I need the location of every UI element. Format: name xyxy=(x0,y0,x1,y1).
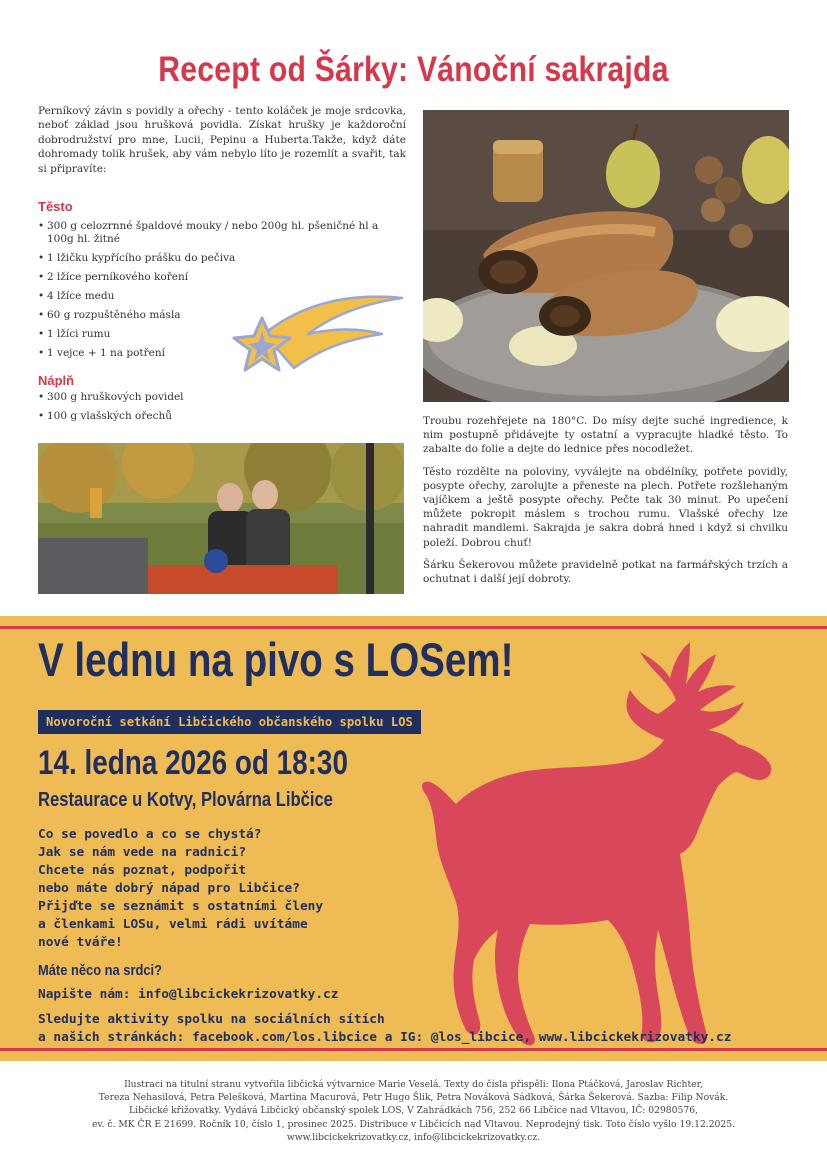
event-body-line: Chcete nás poznat, podpořit xyxy=(38,863,247,878)
ingredient-item: • 4 lžíce medu xyxy=(38,290,398,303)
recipe-step: Troubu rozehřejete na 180°C. Do mísy dejte suché ingredience, k nim postupně přidávejte ty ostatní a vypracujte hladké těsto. To zabalte do folie a dejte do lednice přes nocodležet. xyxy=(423,415,788,456)
colophon-line: Ilustraci na titulní stranu vytvořila libčická výtvarnice Marie Veselá. Texty do čísla přispěli: Ilona Ptáčková, Jaroslav Richter, xyxy=(124,1079,703,1090)
colophon-line: Tereza Nehasilová, Petra Pelešková, Martina Macurová, Petr Hugo Šlik, Petra Nováková Sádková, Šárka Šekerová. Sazba: Filip Novák. xyxy=(98,1092,729,1104)
top-rule xyxy=(0,626,827,629)
dough-heading: Těsto xyxy=(38,199,73,214)
filling-ingredient-list xyxy=(38,391,398,429)
strudel-photo xyxy=(423,110,789,402)
recipe-step: Šárku Šekerovou můžete pravidelně potkat na farmářských trzích a ochutnat i další její dobroty. xyxy=(423,558,788,586)
event-place: Restaurace u Kotvy, Plovárna Libčice xyxy=(38,789,333,811)
shooting-star-illustration xyxy=(224,278,404,388)
ingredient-item: • 1 vejce + 1 na potření xyxy=(38,347,398,360)
ingredient-item: • 1 lžičku kypřícího prášku do pečiva xyxy=(38,252,398,265)
ingredient-item: • 300 g celozrnné špaldové mouky / nebo 200g hl. pšeničné hl a 100g hl. žitné xyxy=(38,220,398,246)
colophon xyxy=(60,1078,767,1144)
ingredient-item: • 300 g hruškových povidel xyxy=(38,391,398,404)
filling-heading: Náplň xyxy=(38,373,75,388)
event-date: 14. ledna 2026 od 18:30 xyxy=(38,744,348,782)
follow-line: Sledujte aktivity spolku na sociálních sítích xyxy=(38,1012,385,1027)
event-tagline: Novoroční setkání Libčického občanského spolku LOS xyxy=(38,710,421,734)
colophon-line: ev. č. MK ČR E 21699. Ročník 10, číslo 1, prosinec 2025. Distribuce v Libčicích nad Vltavou. Neprodejný tisk. Toto číslo vyšlo 19.12.2025. xyxy=(91,1118,736,1130)
event-body-line: nové tváře! xyxy=(38,935,123,950)
market-photo xyxy=(38,443,404,594)
recipe-title: Recept od Šárky: Vánoční sakrajda xyxy=(158,50,669,89)
event-body-line: nebo máte dobrý nápad pro Libčice? xyxy=(38,881,300,896)
contact-line: Napište nám: info@libcickekrizovatky.cz xyxy=(38,987,339,1002)
event-body-line: Přijďte se seznámit s ostatními členy xyxy=(38,899,324,914)
ingredient-item: • 2 lžíce perníkového koření xyxy=(38,271,398,284)
colophon-line: Libčické křižovatky. Vydává Libčický občanský spolek LOS, V Zahrádkách 756, 252 66 Libčice nad Vltavou, IČ: 02980576, xyxy=(129,1105,698,1117)
recipe-step: Těsto rozdělte na poloviny, vyválejte na obdélníky, potřete povidly, posypte ořechy, zarolujte a přeneste na plech. Potřete rozšlehaným vajíčkem a ještě posypte ořechy. Pečte tak 30 minut. Po upečení můžete pokropit máslem s trochou rumu. Vlašské ořechy lze nahradit mandlemi. Sakrajda je sakra dobrá hned i když si chvilku poleží. Dobrou chuť! xyxy=(423,465,788,549)
recipe-steps xyxy=(423,414,788,594)
ingredient-item: • 1 lžíci rumu xyxy=(38,328,398,341)
moose-illustration xyxy=(418,640,820,1050)
event-body-line: Co se povedlo a co se chystá? xyxy=(38,827,262,842)
event-body-line: Jak se nám vede na radnici? xyxy=(38,845,247,860)
colophon-line: www.libcickekrizovatky.cz, info@libcickekrizovatky.cz. xyxy=(286,1131,541,1143)
ingredient-item: • 100 g vlašských ořechů xyxy=(38,410,398,423)
follow-block xyxy=(38,1011,731,1047)
event-body-line: a členkami LOSu, velmi rádi uvítáme xyxy=(38,917,308,932)
event-body xyxy=(38,826,323,952)
follow-line: a našich stránkách: facebook.com/los.libcice a IG: @los_libcice, www.libcickekrizovatky.cz xyxy=(38,1030,732,1045)
event-headline: V lednu na pivo s LOSem! xyxy=(38,633,514,686)
contact-heading: Máte něco na srdci? xyxy=(38,962,163,979)
recipe-intro: Perníkový závin s povidly a ořechy - tento koláček je moje srdcovka, neboť základ jsou hrušková povidla. Získat hrušky je každoroční dobrodružství pro mne, Lucii, Pepinu a Huberta.Takže, když dáte dohromady tolik hrušek, aby vám nebylo líto je rozemlít a svařit, tak si připravíte: xyxy=(38,105,406,175)
ingredient-item: • 60 g rozpuštěného másla xyxy=(38,309,398,322)
